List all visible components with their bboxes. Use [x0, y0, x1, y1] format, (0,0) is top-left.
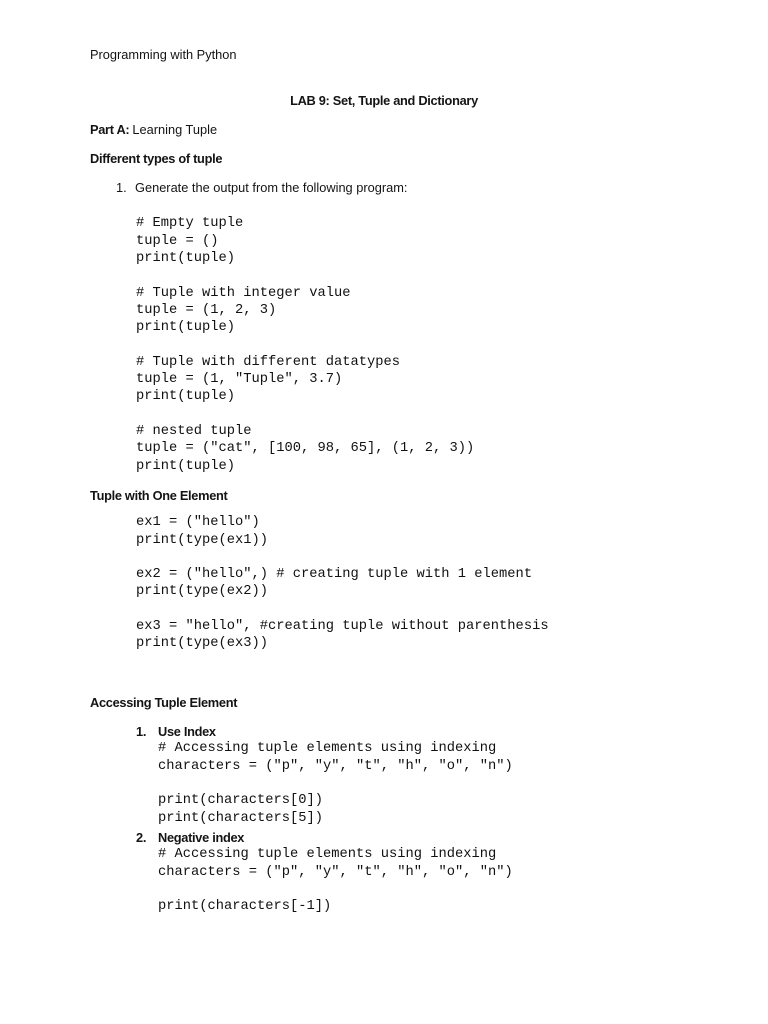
code-line: characters = ("p", "y", "t", "h", "o", "n") [158, 758, 513, 774]
code-line: print(characters[5]) [158, 810, 324, 826]
code-line: ex1 = ("hello") [136, 515, 260, 531]
code-block-negative-index [158, 846, 513, 916]
section-heading-one-element: Tuple with One Element [90, 488, 228, 503]
code-line [136, 549, 549, 566]
code-line: print(characters[0]) [158, 793, 324, 809]
code-block-types [136, 215, 474, 474]
page-title: LAB 9: Set, Tuple and Dictionary [290, 93, 478, 108]
code-line: tuple = (1, 2, 3) [136, 302, 277, 318]
code-line: tuple = () [136, 233, 219, 249]
part-a-label: Part A: [90, 122, 130, 137]
code-line [158, 775, 513, 792]
code-line: tuple = ("cat", [100, 98, 65], (1, 2, 3)) [136, 441, 475, 457]
list-item-text: Generate the output from the following program: [135, 180, 408, 195]
list-item-number: 1. [136, 724, 147, 739]
code-line [136, 601, 549, 618]
code-line [158, 881, 513, 898]
code-line: print(tuple) [136, 320, 236, 336]
code-line: print(tuple) [136, 250, 236, 266]
code-line: # nested tuple [136, 423, 252, 439]
section-heading-accessing: Accessing Tuple Element [90, 695, 238, 710]
code-line: print(tuple) [136, 458, 236, 474]
code-line: # Empty tuple [136, 216, 244, 232]
code-line: print(characters[-1]) [158, 899, 332, 915]
code-line: # Accessing tuple elements using indexing [158, 741, 497, 757]
section-heading-types: Different types of tuple [90, 151, 223, 166]
code-line: characters = ("p", "y", "t", "h", "o", "n") [158, 864, 513, 880]
part-a-heading [90, 122, 217, 138]
code-block-one-element [136, 514, 549, 652]
code-line: ex3 = "hello", #creating tuple without parenthesis [136, 619, 549, 635]
code-line: print(tuple) [136, 389, 236, 405]
code-line: print(type(ex3)) [136, 636, 269, 652]
list-item-label-negative-index: Negative index [158, 830, 245, 845]
code-line: tuple = (1, "Tuple", 3.7) [136, 372, 343, 388]
code-line: print(type(ex1)) [136, 532, 269, 548]
list-item-number: 1. [116, 180, 127, 195]
list-item-label-use-index: Use Index [158, 724, 216, 739]
code-line: # Tuple with different datatypes [136, 354, 401, 370]
code-block-use-index [158, 740, 513, 827]
code-line: # Tuple with integer value [136, 285, 351, 301]
list-item-number: 2. [136, 830, 147, 845]
running-header: Programming with Python [90, 47, 237, 62]
part-a-text: Learning Tuple [132, 122, 218, 137]
code-line [136, 267, 474, 284]
code-line [136, 336, 474, 353]
code-line: # Accessing tuple elements using indexing [158, 847, 497, 863]
code-line: print(type(ex2)) [136, 584, 269, 600]
code-line: ex2 = ("hello",) # creating tuple with 1 element [136, 567, 533, 583]
code-line [136, 406, 474, 423]
